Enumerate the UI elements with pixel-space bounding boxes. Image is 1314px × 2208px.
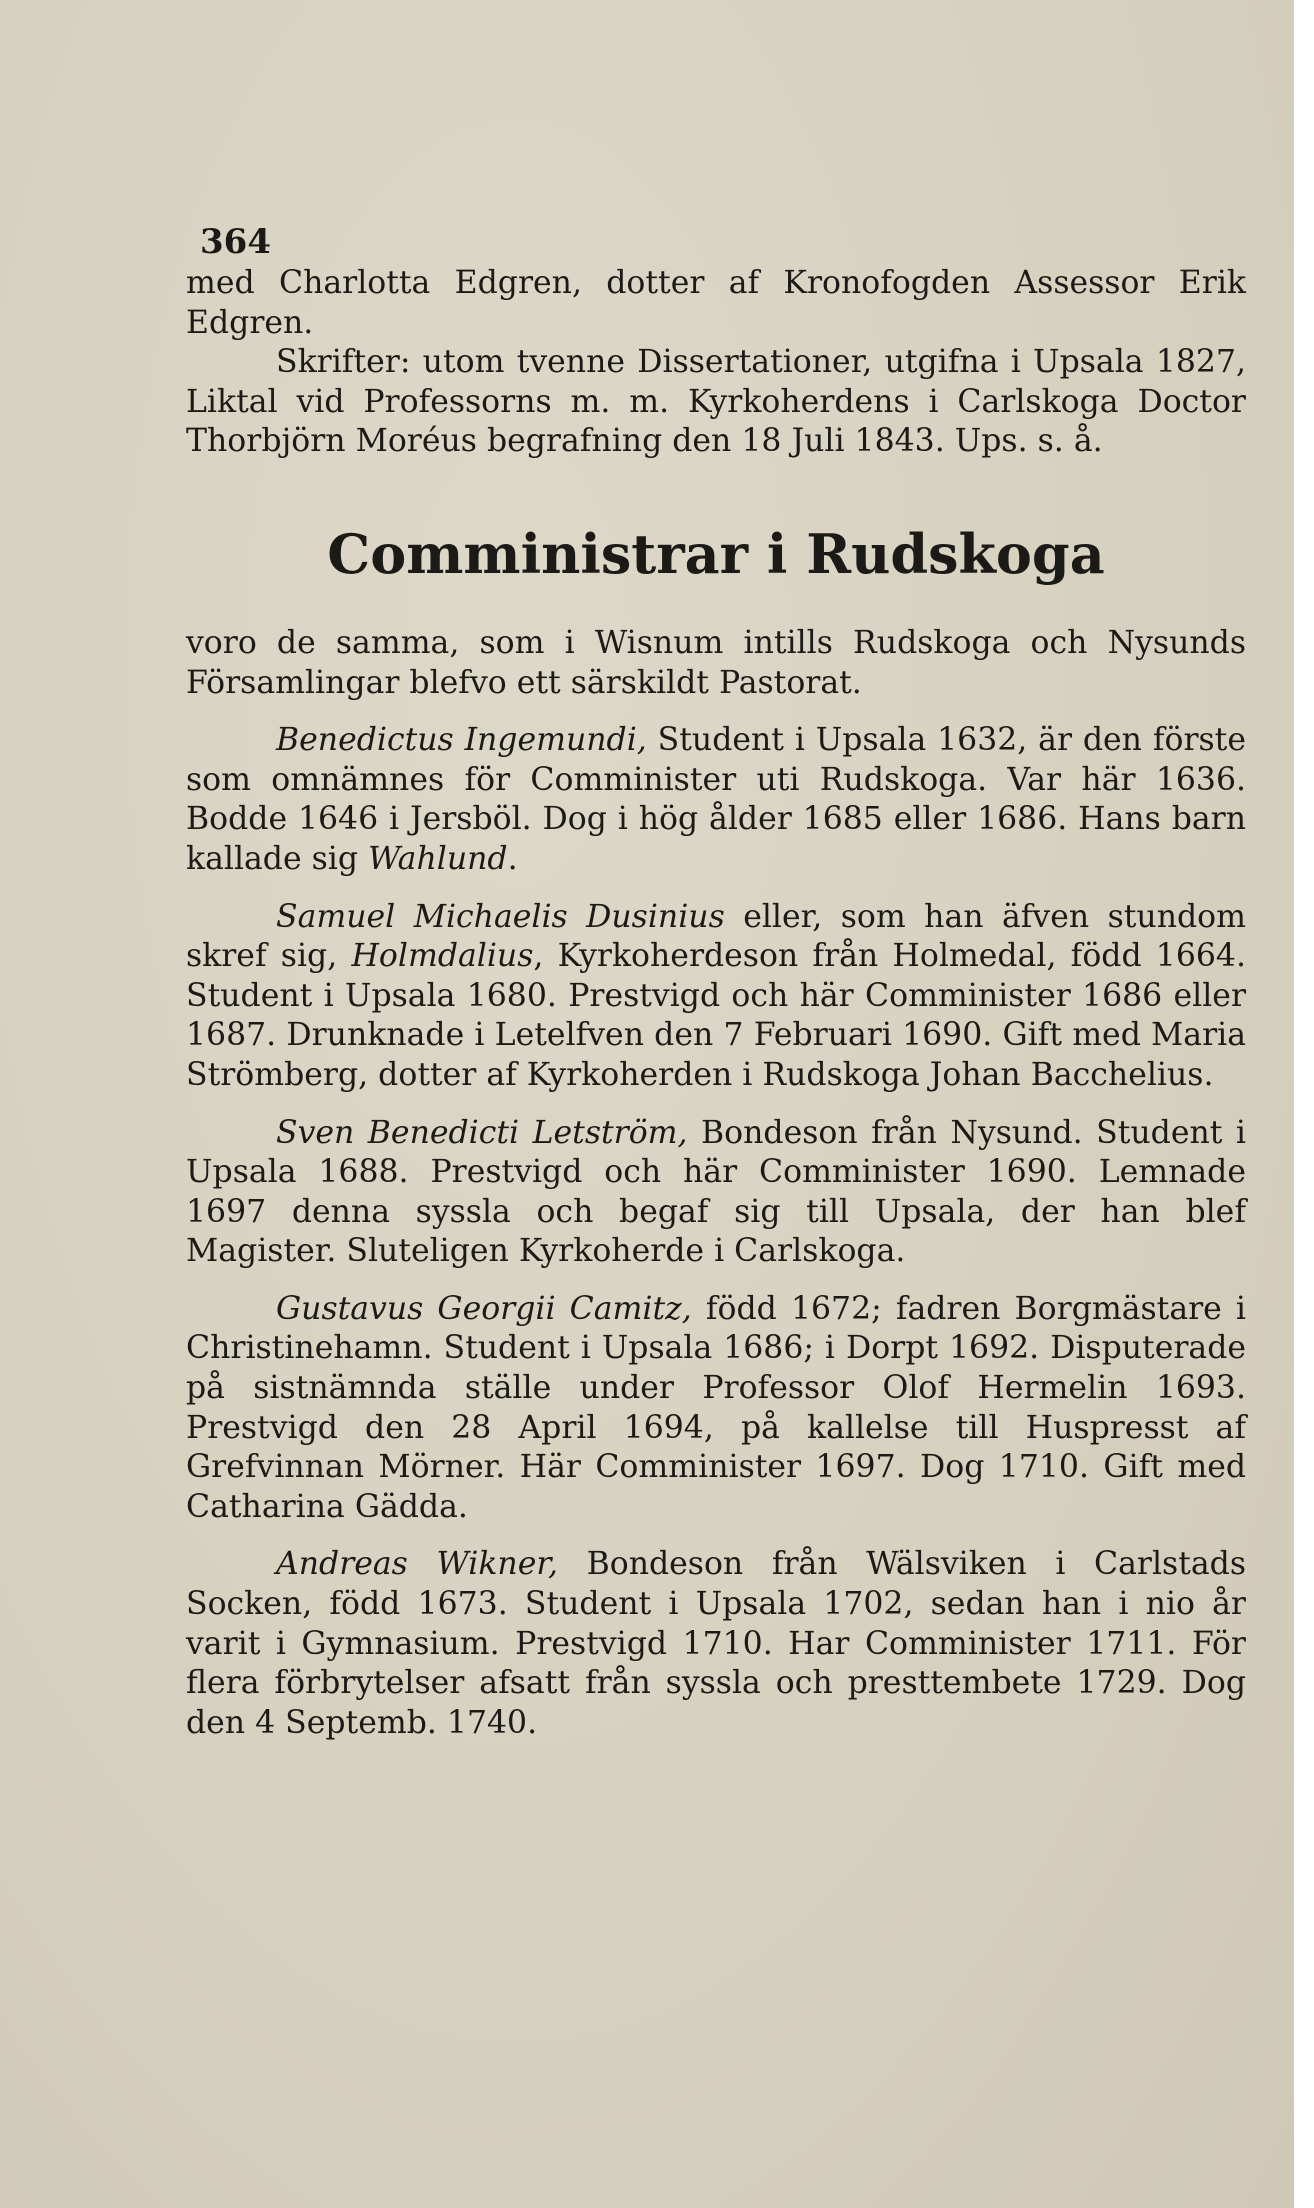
entry-italic: Wahlund <box>368 840 508 877</box>
entry-italic: Holmdalius <box>351 938 534 975</box>
entry-gustavus <box>186 1290 1246 1528</box>
page-number: 364 <box>200 222 271 262</box>
entry-trail: . <box>507 840 518 877</box>
entry-name: Benedictus Ingemundi, <box>276 722 647 759</box>
entry-text: Bondeson från Nysund. Student i Upsala 1688. Prestvigd och här Comminister 1690. Lemnade 1697 denna syssla och begaf sig till Upsala, der han blef Magister. Sluteligen Kyrkoherde i Carlskoga. <box>186 1114 1246 1270</box>
entry-text-continued: , Kyrkoherdeson från Holmedal, född 1664. Student i Upsala 1680. Prestvigd och här Comminister 1686 eller 1687. Drunknade i Letelfven den 7 Februari 1690. Gift med Maria Strömberg, dotter af Kyrkoherden i Rudskoga Johan Bacchelius. <box>186 938 1246 1093</box>
entry-sven <box>186 1114 1246 1272</box>
entry-text: Bondeson från Wälsviken i Carlstads Socken, född 1673. Student i Upsala 1702, sedan han i nio år varit i Gymnasium. Prestvigd 1710. Har Comminister 1711. För flera förbrytelser afsatt från syssla och presttembete 1729. Dog den 4 Septemb. 1740. <box>186 1546 1246 1741</box>
entry-name: Andreas Wikner, <box>276 1546 558 1583</box>
page-text <box>186 264 1246 1743</box>
entry-name: Samuel Michaelis Dusinius <box>276 898 725 935</box>
entry-benedictus <box>186 721 1246 879</box>
entry-text: Student i Upsala 1632, är den förste som omnämnes för Comminister uti Rudskoga. Var här 1636. Bodde 1646 i Jersböl. Dog i hög ålder 1685 eller 1686. Hans barn kallade sig <box>186 722 1246 877</box>
intro-paragraph: med Charlotta Edgren, dotter af Kronofogden Assessor Erik Edgren. <box>186 265 1246 341</box>
entry-name: Sven Benedicti Letström, <box>276 1114 688 1151</box>
entry-name: Gustavus Georgii Camitz, <box>276 1290 692 1327</box>
entry-samuel <box>186 898 1246 1096</box>
section-heading: Comministrar i Rudskoga <box>327 521 1105 586</box>
entry-andreas <box>186 1545 1246 1743</box>
lead-paragraph: voro de samma, som i Wisnum intills Rudskoga och Nysunds Församlingar blefvo ett särskildt Pastorat. <box>186 624 1246 701</box>
entry-text: född 1672; fadren Borgmästare i Christinehamn. Student i Upsala 1686; i Dorpt 1692. Disputerade på sistnämnda ställe under Professor Olof Hermelin 1693. Prestvigd den 28 April 1694, på kallelse till Huspresst af Grefvinnan Mörner. Här Comminister 1697. Dog 1710. Gift med Catharina Gädda. <box>186 1290 1247 1525</box>
entry-text: eller, som han äfven stundom skref sig, <box>186 898 1246 975</box>
writings-paragraph: Skrifter: utom tvenne Dissertationer, utgifna i Upsala 1827, Liktal vid Professorns m. m. Kyrkoherdens i Carlskoga Doctor Thorbjörn Moréus begrafning den 18 Juli 1843. Ups. s. å. <box>186 344 1246 460</box>
